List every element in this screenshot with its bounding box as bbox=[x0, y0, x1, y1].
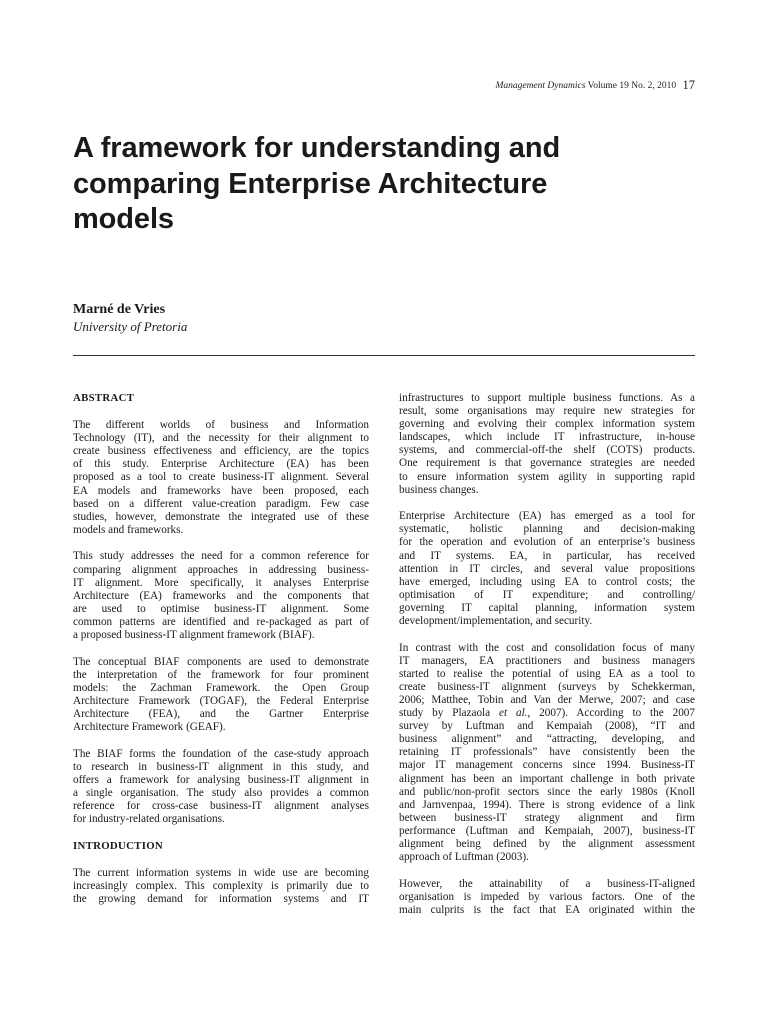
text-line: infrastructures to support multiple business functions. As a bbox=[399, 392, 695, 404]
text-line: and Jarnvenpaa, 1994). There is strong evidence of a link bbox=[399, 798, 695, 811]
text-line: Enterprise Architecture (EA) has emerged as a tool for bbox=[399, 510, 695, 523]
author-name: Marné de Vries bbox=[73, 302, 166, 317]
text-line: create business-IT alignment (surveys by Schekkerman, bbox=[399, 680, 695, 693]
text-line: studies, however, demonstrate the integrated use of these bbox=[73, 510, 369, 523]
introduction-heading: INTRODUCTION bbox=[73, 839, 163, 852]
text-line: survey by Luftman and Kempaiah (2008), “IT and bbox=[399, 720, 695, 733]
text-line: retaining IT professionals” have consistently been the bbox=[399, 746, 695, 759]
text-line: reference for cross-case business-IT alignment analyses bbox=[73, 800, 369, 813]
text-line: for the operation and evolution of an enterprise’s business bbox=[399, 536, 695, 549]
text-line: are used to optimise business-IT alignment. Some bbox=[73, 602, 369, 615]
text-line: create business effectiveness and efficiency, are the topics bbox=[73, 445, 369, 458]
abstract-heading: ABSTRACT bbox=[73, 392, 135, 404]
text-line: optimisation of IT expenditure; and controlling/ bbox=[399, 588, 695, 601]
page-number: 17 bbox=[682, 78, 695, 92]
text-line: result, some organisations may require new strategies for bbox=[399, 405, 695, 418]
volume-info: Volume 19 No. 2, 2010 bbox=[587, 81, 677, 91]
text-line: One requirement is that governance strategies are needed bbox=[399, 457, 695, 470]
text-line: the growing demand for information systems and IT bbox=[73, 893, 369, 905]
title-line: models bbox=[73, 203, 174, 235]
text-line: The different worlds of business and Information bbox=[73, 419, 369, 432]
text-line: increasingly complex. This complexity is primarily due to bbox=[73, 879, 369, 892]
text-line: of this study. Enterprise Architecture (EA) has been bbox=[73, 458, 369, 471]
text-line: a proposed business-IT alignment framework (BIAF). bbox=[73, 629, 315, 641]
text-line: governing IT capital planning, information system bbox=[399, 601, 695, 614]
text-line: study by Plazaola et al., 2007). According to the 2007 bbox=[399, 707, 695, 720]
text-line: business changes. bbox=[399, 483, 479, 496]
text-line: between business-IT strategy alignment and firm bbox=[399, 811, 695, 824]
text-line: and IT systems. EA, in particular, has received bbox=[399, 549, 695, 562]
text-line: Architecture (FEA), and the Gartner Enterprise bbox=[73, 707, 369, 720]
text-line: organisation is impeded by various factors. One of the bbox=[399, 890, 695, 903]
text-line: landscapes, which include IT infrastructure, in-house bbox=[399, 431, 695, 444]
text-line: IT alignment. More specifically, it analyses Enterprise bbox=[73, 576, 369, 589]
text-line: governing and evolving their complex information system bbox=[399, 418, 695, 431]
author-affiliation: University of Pretoria bbox=[73, 319, 188, 334]
text-line: and public/non-profit sectors since the early 1980s (Knoll bbox=[399, 785, 695, 798]
right-column bbox=[399, 392, 695, 917]
text-line: However, the attainability of a business-IT-aligned bbox=[399, 877, 695, 890]
text-line: based on a different value-creation paradigm. Few case bbox=[73, 497, 369, 510]
text-line: systems, and commercial-off-the shelf (COTS) products. bbox=[399, 444, 695, 457]
header-divider bbox=[73, 355, 695, 356]
text-line: offers a framework for analysing business-IT alignment in bbox=[73, 773, 369, 786]
article-title bbox=[73, 131, 673, 238]
text-line: This study addresses the need for a common reference for bbox=[73, 550, 369, 563]
text-line: common patterns are identified and re-packaged as part of bbox=[73, 615, 369, 628]
text-line: The current information systems in wide use are becoming bbox=[73, 866, 369, 879]
text-line: Architecture Framework (GEAF). bbox=[73, 721, 226, 734]
text-line: proposed as a tool to create business-IT alignment. Several bbox=[73, 471, 369, 484]
text-line: to research in business-IT alignment in this study, and bbox=[73, 760, 369, 773]
left-column bbox=[73, 392, 369, 906]
abstract-paragraph bbox=[73, 419, 369, 537]
body-paragraph bbox=[399, 392, 695, 497]
title-line: comparing Enterprise Architecture bbox=[73, 167, 548, 200]
text-line: have emerged, including using EA to control costs; the bbox=[399, 575, 695, 588]
text-line: a single organisation. The study also provides a common bbox=[73, 786, 369, 799]
text-line: comparing alignment approaches in addressing business- bbox=[73, 563, 369, 576]
running-header bbox=[495, 77, 695, 92]
abstract-paragraph bbox=[73, 656, 369, 735]
text-line: approach of Luftman (2003). bbox=[399, 851, 529, 864]
journal-name: Management Dynamics bbox=[495, 81, 586, 91]
text-line: performance (Luftman and Kempaiah, 2007), business-IT bbox=[399, 824, 695, 837]
text-line: alignment being defined by the alignment assessment bbox=[399, 838, 695, 850]
text-line: the interpretation of the framework for four prominent bbox=[73, 668, 369, 681]
abstract-paragraph bbox=[73, 748, 369, 827]
body-paragraph bbox=[73, 867, 369, 906]
text-line: IT managers, EA practitioners and business managers bbox=[399, 654, 695, 667]
title-line: A framework for understanding and bbox=[73, 132, 561, 164]
text-line: Architecture (EA) frameworks and the components that bbox=[73, 589, 369, 602]
text-line: started to realise the potential of using EA as a tool to bbox=[399, 667, 695, 680]
text-line: EA models and frameworks have been proposed, each bbox=[73, 484, 369, 497]
text-line: models and frameworks. bbox=[73, 523, 184, 536]
text-line: Technology (IT), and the necessity for their alignment to bbox=[73, 432, 369, 445]
body-paragraph bbox=[399, 878, 695, 917]
text-line: 2006; Matthee, Tobin and Van der Merwe, 2007; and case bbox=[399, 693, 695, 706]
text-line: systematic, holistic planning and decision-making bbox=[399, 523, 695, 536]
text-line: Architecture Framework (TOGAF), the Federal Enterprise bbox=[73, 694, 369, 707]
text-line: models: the Zachman Framework. the Open Group bbox=[73, 681, 369, 694]
text-line: to ensure information system agility in supporting rapid bbox=[399, 470, 695, 483]
text-line: The conceptual BIAF components are used to demonstrate bbox=[73, 655, 369, 668]
text-line: attention in IT circles, and several value propositions bbox=[399, 562, 695, 575]
text-line: In contrast with the cost and consolidation focus of many bbox=[399, 641, 695, 654]
text-line: major IT management concerns since 1994. Business-IT bbox=[399, 759, 695, 772]
italic-citation: et al. bbox=[499, 707, 528, 720]
body-paragraph bbox=[399, 642, 695, 865]
text-line: development/implementation, and security. bbox=[399, 615, 593, 627]
text-line: The BIAF forms the foundation of the case-study approach bbox=[73, 747, 369, 760]
text-line: for industry-related organisations. bbox=[73, 813, 225, 826]
text-line: business alignment” and “attracting, developing, and bbox=[399, 733, 695, 746]
body-paragraph bbox=[399, 510, 695, 628]
text-line: main culprits is the fact that EA originated within the bbox=[399, 903, 695, 916]
abstract-paragraph bbox=[73, 550, 369, 642]
text-line: alignment has been an important challenge in both private bbox=[399, 772, 695, 785]
